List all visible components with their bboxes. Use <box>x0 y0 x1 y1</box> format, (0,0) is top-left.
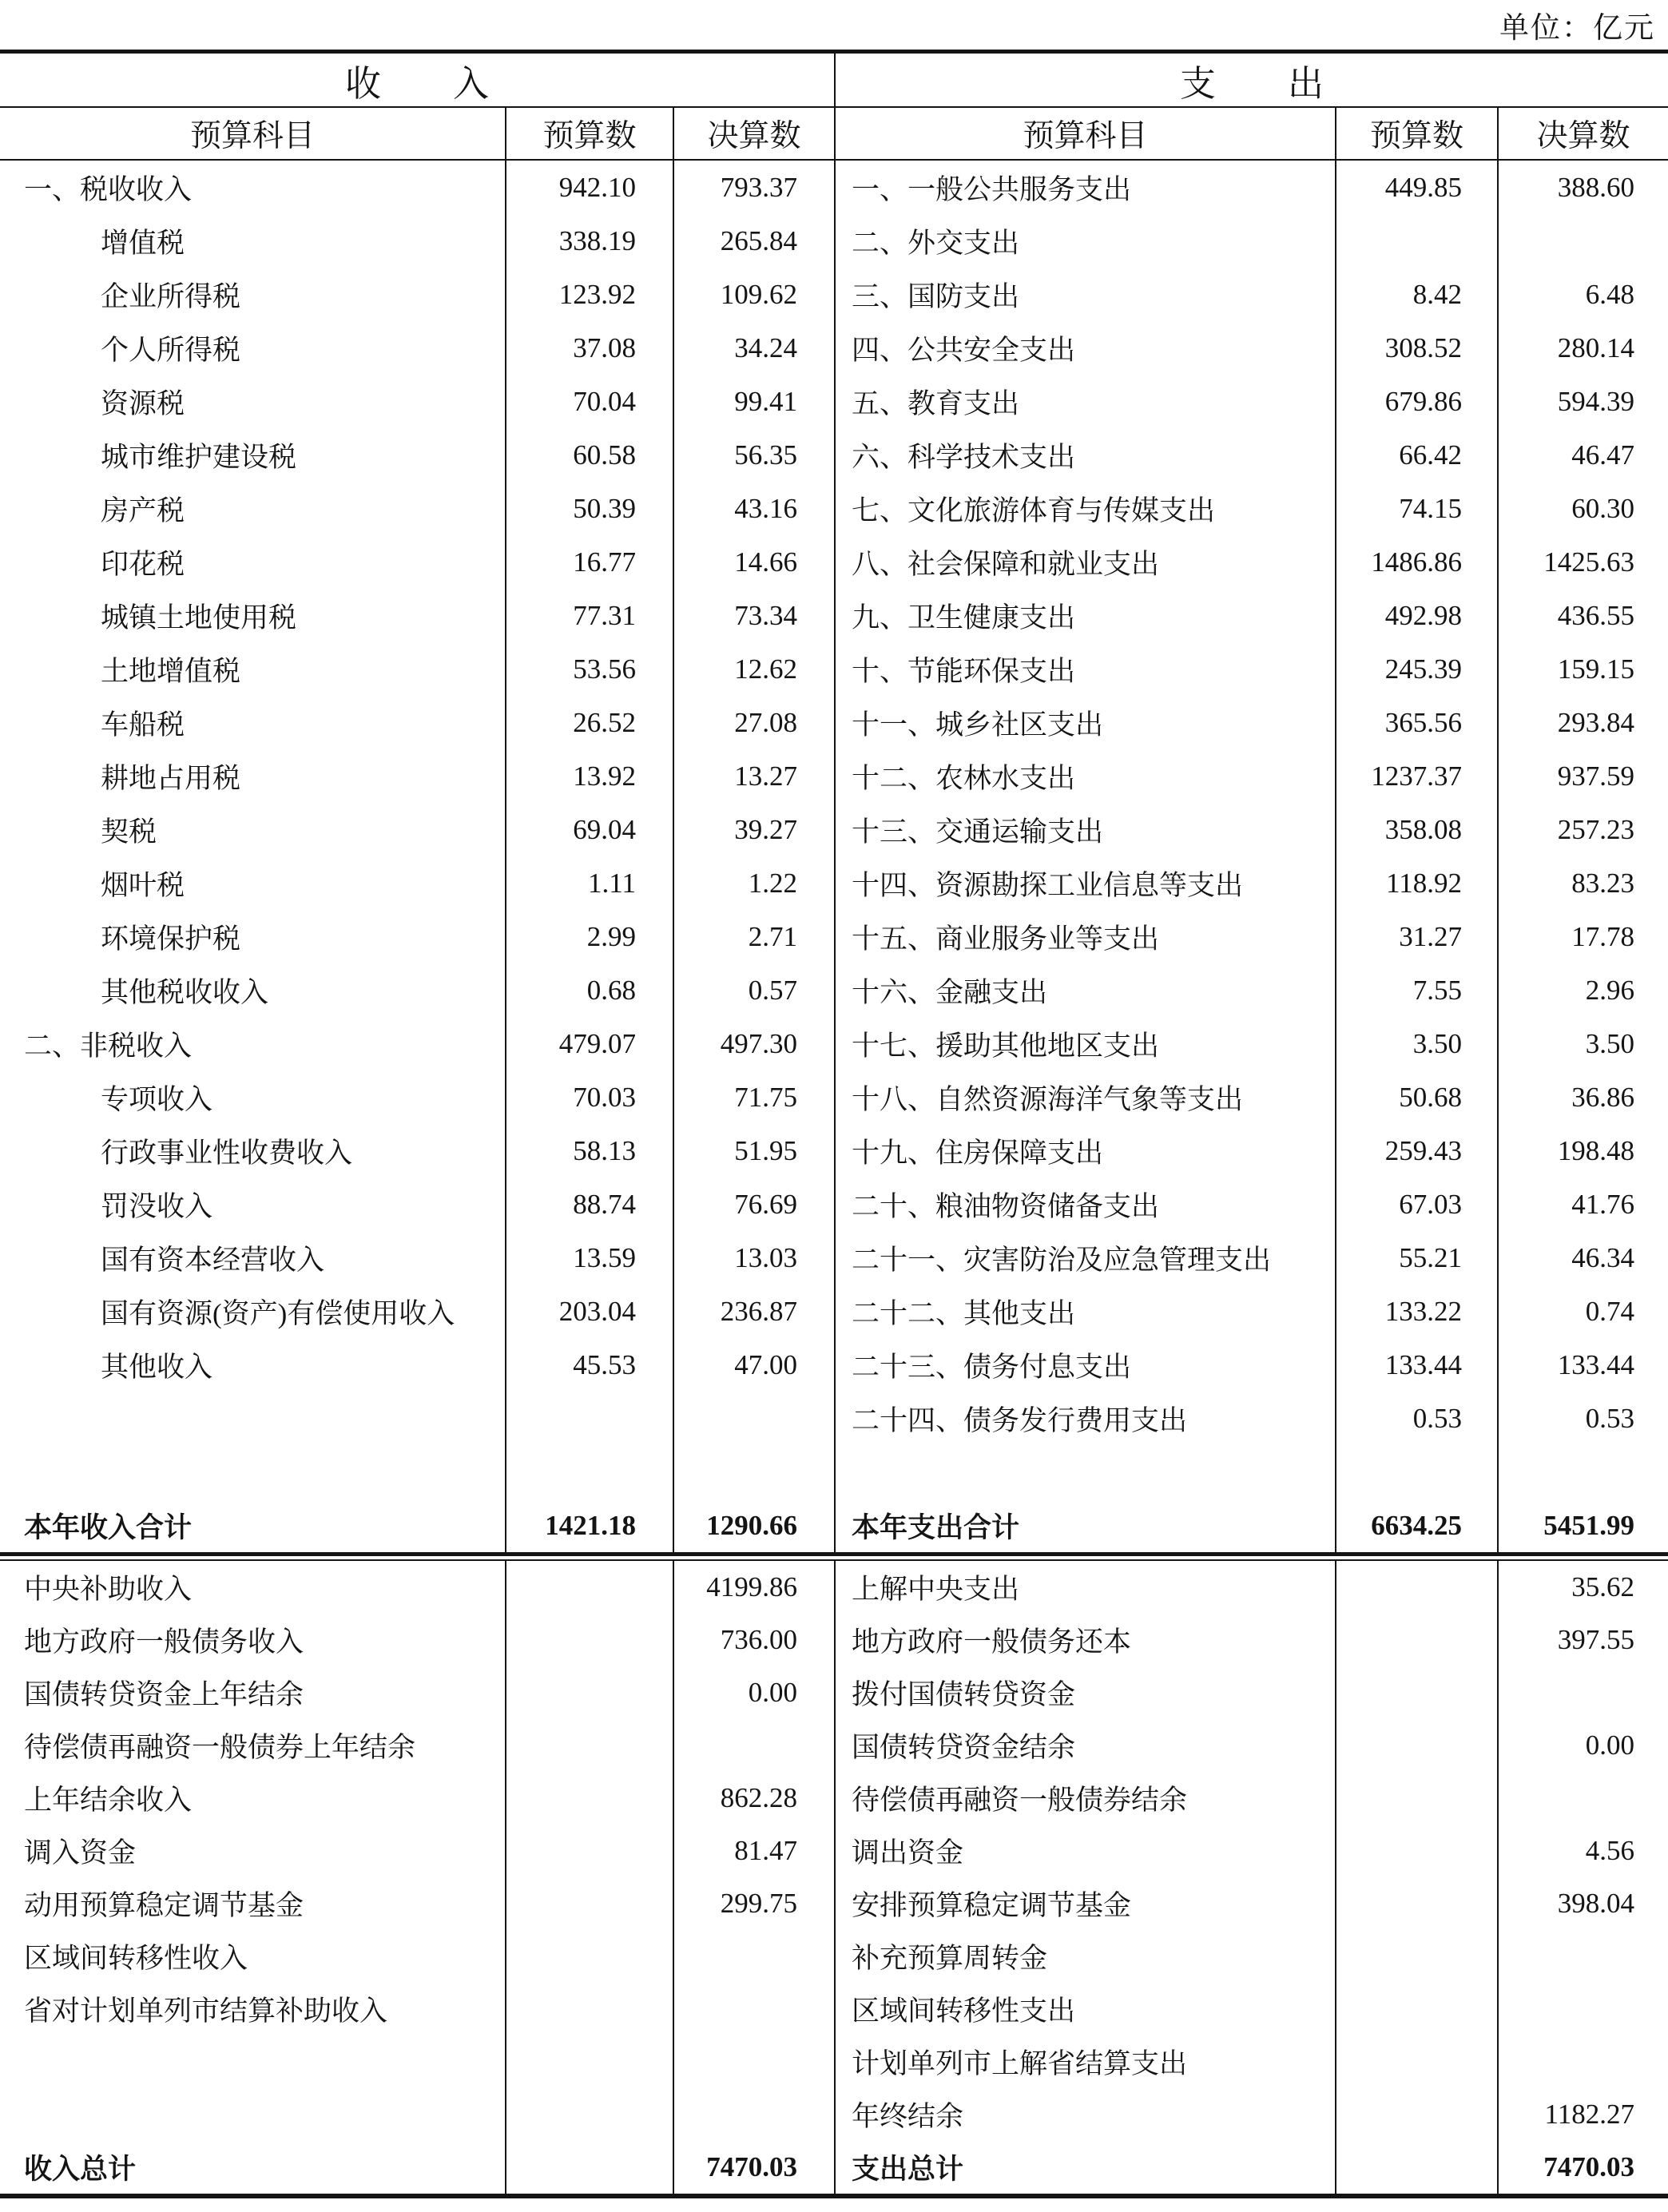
income-final-cell: 27.08 <box>673 696 834 749</box>
budget-column-header: 预算数 <box>505 108 673 159</box>
income-final-cell: 14.66 <box>673 535 834 589</box>
expense-item-cell: 十九、住房保障支出 <box>834 1124 1335 1177</box>
income-item-cell: 二、非税收入 <box>24 1030 193 1062</box>
budget-column-header: 预算数 <box>1335 108 1497 159</box>
expense-item-cell: 上解中央支出 <box>834 1561 1335 1614</box>
table-row-subtotal <box>0 1499 1668 1552</box>
expense-final-cell: 41.76 <box>1497 1177 1668 1231</box>
income-budget-cell <box>505 2035 673 2088</box>
table-row-carryover <box>0 1772 1668 1825</box>
expense-final-cell: 937.59 <box>1497 749 1668 803</box>
expense-item-cell: 一、一般公共服务支出 <box>834 161 1335 214</box>
expense-budget-cell: 133.22 <box>1335 1285 1497 1338</box>
income-item-cell: 契税 <box>101 816 157 848</box>
expense-final-cell: 293.84 <box>1497 696 1668 749</box>
table-row-carryover <box>0 1614 1668 1666</box>
income-budget-cell <box>505 1666 673 1719</box>
expense-budget-cell: 74.15 <box>1335 482 1497 535</box>
income-item-cell: 企业所得税 <box>101 280 241 312</box>
expense-budget-cell: 118.92 <box>1335 856 1497 910</box>
income-final-cell: 7470.03 <box>673 2141 834 2194</box>
expense-final-cell: 6.48 <box>1497 268 1668 321</box>
table-row-item <box>0 1285 1668 1338</box>
expense-final-cell: 60.30 <box>1497 482 1668 535</box>
table-row-carryover <box>0 1666 1668 1719</box>
income-final-cell: 13.03 <box>673 1231 834 1285</box>
income-budget-cell: 123.92 <box>505 268 673 321</box>
table-row-carryover <box>0 1983 1668 2035</box>
expense-final-cell: 1182.27 <box>1497 2088 1668 2141</box>
income-budget-cell: 45.53 <box>505 1338 673 1392</box>
income-final-cell: 76.69 <box>673 1177 834 1231</box>
income-budget-cell: 13.59 <box>505 1231 673 1285</box>
income-final-cell: 43.16 <box>673 482 834 535</box>
income-budget-cell: 60.58 <box>505 428 673 482</box>
table-row-carryover <box>0 1825 1668 1877</box>
expense-final-cell: 594.39 <box>1497 375 1668 428</box>
income-item-cell: 调入资金 <box>24 1837 137 1868</box>
expense-final-cell: 5451.99 <box>1497 1499 1668 1552</box>
expense-budget-cell: 1237.37 <box>1335 749 1497 803</box>
income-item-cell: 区域间转移性收入 <box>24 1943 248 1974</box>
table-row-carryover <box>0 2035 1668 2088</box>
income-item-cell: 烟叶税 <box>101 869 185 901</box>
expense-final-cell: 3.50 <box>1497 1017 1668 1070</box>
income-final-cell: 0.00 <box>673 1666 834 1719</box>
table-row-carryover <box>0 1930 1668 1983</box>
income-item-cell: 城镇土地使用税 <box>101 602 297 633</box>
income-item-cell <box>0 2088 505 2141</box>
income-budget-cell <box>505 1561 673 1614</box>
income-item-cell <box>0 2035 505 2088</box>
table-row-item <box>0 1177 1668 1231</box>
expense-final-cell: 257.23 <box>1497 803 1668 856</box>
table-row-item <box>0 589 1668 642</box>
expense-item-cell: 十五、商业服务业等支出 <box>834 910 1335 963</box>
income-final-cell <box>673 1445 834 1499</box>
expense-item-cell: 二十四、债务发行费用支出 <box>834 1392 1335 1445</box>
income-item-cell: 房产税 <box>101 494 185 526</box>
income-final-cell <box>673 1983 834 2035</box>
income-final-cell: 0.57 <box>673 963 834 1017</box>
expense-item-cell: 三、国防支出 <box>834 268 1335 321</box>
table-row-item <box>0 535 1668 589</box>
final-column-header: 决算数 <box>1497 108 1668 159</box>
income-budget-cell <box>505 1719 673 1772</box>
income-item-cell: 上年结余收入 <box>24 1785 193 1816</box>
expense-final-cell: 133.44 <box>1497 1338 1668 1392</box>
income-item-cell: 中央补助收入 <box>24 1574 193 1605</box>
table-row-carryover <box>0 2088 1668 2141</box>
income-budget-cell: 70.04 <box>505 375 673 428</box>
expense-final-cell: 159.15 <box>1497 642 1668 696</box>
expense-budget-cell: 365.56 <box>1335 696 1497 749</box>
expense-item-cell: 二十、粮油物资储备支出 <box>834 1177 1335 1231</box>
income-item-cell: 资源税 <box>101 387 185 419</box>
income-item-cell: 环境保护税 <box>101 923 241 955</box>
expense-item-cell: 十、节能环保支出 <box>834 642 1335 696</box>
expense-final-cell: 1425.63 <box>1497 535 1668 589</box>
table-row-item <box>0 1231 1668 1285</box>
income-budget-cell <box>505 1983 673 2035</box>
income-final-cell: 13.27 <box>673 749 834 803</box>
income-item-cell: 行政事业性收费收入 <box>101 1137 353 1169</box>
income-final-cell: 73.34 <box>673 589 834 642</box>
table-row-item <box>0 482 1668 535</box>
income-item-cell: 待偿债再融资一般债券上年结余 <box>24 1732 416 1763</box>
expense-item-cell: 调出资金 <box>834 1825 1335 1877</box>
table-row-item <box>0 803 1668 856</box>
income-budget-cell: 70.03 <box>505 1070 673 1124</box>
expense-item-cell: 十四、资源勘探工业信息等支出 <box>834 856 1335 910</box>
expense-item-cell: 五、教育支出 <box>834 375 1335 428</box>
expense-item-cell: 拨付国债转贷资金 <box>834 1666 1335 1719</box>
table-row-item <box>0 1392 1668 1445</box>
income-budget-cell <box>505 1772 673 1825</box>
table-row-item <box>0 375 1668 428</box>
table-row-item <box>0 1338 1668 1392</box>
table-row-item <box>0 963 1668 1017</box>
expense-final-cell: 46.47 <box>1497 428 1668 482</box>
expense-final-cell <box>1497 1666 1668 1719</box>
income-item-cell: 地方政府一般债务收入 <box>24 1626 304 1658</box>
expense-budget-cell: 259.43 <box>1335 1124 1497 1177</box>
expense-item-cell: 十六、金融支出 <box>834 963 1335 1017</box>
table-row-carryover <box>0 1877 1668 1930</box>
expense-item-cell: 十一、城乡社区支出 <box>834 696 1335 749</box>
expense-final-cell: 35.62 <box>1497 1561 1668 1614</box>
expense-budget-cell <box>1335 1719 1497 1772</box>
table-row-grand-total <box>0 2141 1668 2194</box>
expense-final-cell: 398.04 <box>1497 1877 1668 1930</box>
expense-final-cell: 7470.03 <box>1497 2141 1668 2194</box>
expense-item-cell: 待偿债再融资一般债券结余 <box>834 1772 1335 1825</box>
income-budget-cell <box>505 1930 673 1983</box>
income-item-cell: 省对计划单列市结算补助收入 <box>24 1996 388 2027</box>
income-budget-cell: 13.92 <box>505 749 673 803</box>
expense-budget-cell: 449.85 <box>1335 161 1497 214</box>
expense-final-cell <box>1497 1772 1668 1825</box>
expense-budget-cell <box>1335 1666 1497 1719</box>
expense-final-cell <box>1497 1445 1668 1499</box>
income-budget-cell <box>505 1877 673 1930</box>
income-item-cell: 收入总计 <box>24 2154 137 2185</box>
income-final-cell: 1.22 <box>673 856 834 910</box>
income-final-cell: 265.84 <box>673 214 834 268</box>
expense-budget-cell: 492.98 <box>1335 589 1497 642</box>
table-title-row <box>0 54 1668 108</box>
income-budget-cell: 50.39 <box>505 482 673 535</box>
income-budget-cell: 16.77 <box>505 535 673 589</box>
expense-budget-cell: 1486.86 <box>1335 535 1497 589</box>
expense-item-cell: 年终结余 <box>834 2088 1335 2141</box>
income-item-cell: 耕地占用税 <box>101 762 241 794</box>
expense-budget-cell: 358.08 <box>1335 803 1497 856</box>
income-budget-cell: 88.74 <box>505 1177 673 1231</box>
table-row-item <box>0 1070 1668 1124</box>
expense-budget-cell: 308.52 <box>1335 321 1497 375</box>
income-final-cell: 12.62 <box>673 642 834 696</box>
income-final-cell: 1290.66 <box>673 1499 834 1552</box>
income-budget-cell: 1.11 <box>505 856 673 910</box>
table-row-item <box>0 642 1668 696</box>
expense-final-cell: 46.34 <box>1497 1231 1668 1285</box>
income-item-cell: 车船税 <box>101 709 185 741</box>
column-header-row <box>0 108 1668 161</box>
expense-item-cell: 区域间转移性支出 <box>834 1983 1335 2035</box>
income-final-cell: 47.00 <box>673 1338 834 1392</box>
table-row-item <box>0 161 1668 214</box>
income-item-cell: 个人所得税 <box>101 334 241 366</box>
expense-final-cell <box>1497 214 1668 268</box>
expense-item-cell: 地方政府一般债务还本 <box>834 1614 1335 1666</box>
expense-final-cell: 4.56 <box>1497 1825 1668 1877</box>
income-final-cell: 497.30 <box>673 1017 834 1070</box>
carryover-section <box>0 1561 1668 2194</box>
income-final-cell <box>673 1392 834 1445</box>
expense-budget-cell <box>1335 1930 1497 1983</box>
expense-final-cell: 397.55 <box>1497 1614 1668 1666</box>
income-item-cell: 罚没收入 <box>101 1190 213 1222</box>
income-item-cell <box>0 1445 505 1499</box>
expense-budget-cell: 67.03 <box>1335 1177 1497 1231</box>
expense-final-cell <box>1497 1930 1668 1983</box>
income-budget-cell: 479.07 <box>505 1017 673 1070</box>
expense-budget-cell <box>1335 1877 1497 1930</box>
income-final-cell: 51.95 <box>673 1124 834 1177</box>
expense-final-cell: 436.55 <box>1497 589 1668 642</box>
income-budget-cell <box>505 1445 673 1499</box>
budget-table <box>0 50 1668 2198</box>
table-row-item <box>0 910 1668 963</box>
income-item-cell: 专项收入 <box>101 1083 213 1115</box>
expense-budget-cell: 66.42 <box>1335 428 1497 482</box>
table-row-item <box>0 1017 1668 1070</box>
expense-item-cell: 二、外交支出 <box>834 214 1335 268</box>
expense-budget-cell <box>1335 2141 1497 2194</box>
income-final-cell: 99.41 <box>673 375 834 428</box>
income-final-cell <box>673 1719 834 1772</box>
expenditure-title: 支 出 <box>834 54 1668 106</box>
expense-budget-cell: 8.42 <box>1335 268 1497 321</box>
income-budget-cell <box>505 2088 673 2141</box>
income-budget-cell: 37.08 <box>505 321 673 375</box>
income-item-cell: 一、税收收入 <box>24 173 193 205</box>
income-budget-cell: 69.04 <box>505 803 673 856</box>
expense-budget-cell: 7.55 <box>1335 963 1497 1017</box>
income-budget-cell: 0.68 <box>505 963 673 1017</box>
expense-item-cell <box>834 1445 1335 1499</box>
table-row-item <box>0 1445 1668 1499</box>
expense-item-cell: 支出总计 <box>834 2141 1335 2194</box>
expense-item-cell: 补充预算周转金 <box>834 1930 1335 1983</box>
income-item-cell: 本年收入合计 <box>24 1511 193 1543</box>
expense-final-cell: 17.78 <box>1497 910 1668 963</box>
income-item-cell: 国有资本经营收入 <box>101 1244 325 1276</box>
income-item-cell: 动用预算稳定调节基金 <box>24 1890 304 1921</box>
income-final-cell: 109.62 <box>673 268 834 321</box>
expense-final-cell: 198.48 <box>1497 1124 1668 1177</box>
expense-budget-cell <box>1335 1561 1497 1614</box>
income-final-cell <box>673 1930 834 1983</box>
expense-budget-cell: 6634.25 <box>1335 1499 1497 1552</box>
income-budget-cell: 53.56 <box>505 642 673 696</box>
income-final-cell <box>673 2035 834 2088</box>
income-final-cell: 299.75 <box>673 1877 834 1930</box>
expense-final-cell: 0.74 <box>1497 1285 1668 1338</box>
income-final-cell: 2.71 <box>673 910 834 963</box>
income-budget-cell: 26.52 <box>505 696 673 749</box>
expense-final-cell <box>1497 2035 1668 2088</box>
income-final-cell: 793.37 <box>673 161 834 214</box>
expense-final-cell: 0.00 <box>1497 1719 1668 1772</box>
expense-budget-cell: 31.27 <box>1335 910 1497 963</box>
income-budget-cell <box>505 1614 673 1666</box>
expense-final-cell: 280.14 <box>1497 321 1668 375</box>
income-item-cell: 印花税 <box>101 548 185 580</box>
table-row-item <box>0 214 1668 268</box>
income-final-cell: 4199.86 <box>673 1561 834 1614</box>
table-row-item <box>0 268 1668 321</box>
income-final-cell: 56.35 <box>673 428 834 482</box>
table-row-carryover <box>0 1561 1668 1614</box>
table-row-carryover <box>0 1719 1668 1772</box>
income-final-cell: 34.24 <box>673 321 834 375</box>
income-final-cell: 236.87 <box>673 1285 834 1338</box>
expense-budget-cell: 55.21 <box>1335 1231 1497 1285</box>
income-item-cell: 土地增值税 <box>101 655 241 687</box>
expense-budget-cell: 3.50 <box>1335 1017 1497 1070</box>
expense-item-cell: 十八、自然资源海洋气象等支出 <box>834 1070 1335 1124</box>
income-budget-cell: 77.31 <box>505 589 673 642</box>
income-item-cell: 国有资源(资产)有偿使用收入 <box>101 1297 455 1329</box>
income-item-cell: 城市维护建设税 <box>101 441 297 473</box>
income-item-cell: 国债转贷资金上年结余 <box>24 1679 304 1710</box>
income-final-cell: 81.47 <box>673 1825 834 1877</box>
expense-item-cell: 本年支出合计 <box>834 1499 1335 1552</box>
expense-final-cell <box>1497 1983 1668 2035</box>
item-column-header: 预算科目 <box>189 119 315 153</box>
expense-budget-cell <box>1335 2088 1497 2141</box>
income-title: 收 入 <box>344 63 489 104</box>
current-year-section <box>0 161 1668 1552</box>
expense-budget-cell <box>1335 214 1497 268</box>
table-row-item <box>0 696 1668 749</box>
table-row-item <box>0 1124 1668 1177</box>
expense-item-cell: 十二、农林水支出 <box>834 749 1335 803</box>
expense-item-cell: 十三、交通运输支出 <box>834 803 1335 856</box>
income-item-cell <box>0 1392 505 1445</box>
expense-item-cell: 二十一、灾害防治及应急管理支出 <box>834 1231 1335 1285</box>
expense-final-cell: 36.86 <box>1497 1070 1668 1124</box>
table-row-item <box>0 321 1668 375</box>
income-budget-cell: 58.13 <box>505 1124 673 1177</box>
income-budget-cell: 2.99 <box>505 910 673 963</box>
final-column-header: 决算数 <box>673 108 834 159</box>
expense-budget-cell <box>1335 2035 1497 2088</box>
table-row-item <box>0 856 1668 910</box>
expense-item-cell: 七、文化旅游体育与传媒支出 <box>834 482 1335 535</box>
expense-item-cell: 四、公共安全支出 <box>834 321 1335 375</box>
income-final-cell: 736.00 <box>673 1614 834 1666</box>
income-budget-cell: 1421.18 <box>505 1499 673 1552</box>
expense-final-cell: 83.23 <box>1497 856 1668 910</box>
income-budget-cell <box>505 1825 673 1877</box>
expense-budget-cell <box>1335 1772 1497 1825</box>
unit-label: 单位：亿元 <box>1499 12 1655 45</box>
expense-final-cell: 388.60 <box>1497 161 1668 214</box>
income-item-cell: 其他收入 <box>101 1351 213 1383</box>
income-budget-cell <box>505 1392 673 1445</box>
expense-budget-cell: 679.86 <box>1335 375 1497 428</box>
income-final-cell: 862.28 <box>673 1772 834 1825</box>
table-row-item <box>0 428 1668 482</box>
expense-final-cell: 2.96 <box>1497 963 1668 1017</box>
income-budget-cell: 942.10 <box>505 161 673 214</box>
expense-item-cell: 二十二、其他支出 <box>834 1285 1335 1338</box>
expense-item-cell: 计划单列市上解省结算支出 <box>834 2035 1335 2088</box>
income-final-cell: 39.27 <box>673 803 834 856</box>
expense-item-cell: 二十三、债务付息支出 <box>834 1338 1335 1392</box>
table-row-item <box>0 749 1668 803</box>
income-budget-cell: 338.19 <box>505 214 673 268</box>
income-final-cell <box>673 2088 834 2141</box>
income-item-cell: 增值税 <box>101 227 185 259</box>
expense-budget-cell <box>1335 1983 1497 2035</box>
section-divider-rule <box>0 1552 1668 1561</box>
expense-item-cell: 国债转贷资金结余 <box>834 1719 1335 1772</box>
expense-item-cell: 十七、援助其他地区支出 <box>834 1017 1335 1070</box>
expense-item-cell: 安排预算稳定调节基金 <box>834 1877 1335 1930</box>
expense-budget-cell <box>1335 1825 1497 1877</box>
expense-budget-cell: 245.39 <box>1335 642 1497 696</box>
expense-budget-cell: 50.68 <box>1335 1070 1497 1124</box>
income-budget-cell <box>505 2141 673 2194</box>
income-item-cell: 其他税收收入 <box>101 976 269 1008</box>
expense-final-cell: 0.53 <box>1497 1392 1668 1445</box>
expense-budget-cell: 133.44 <box>1335 1338 1497 1392</box>
expense-item-cell: 八、社会保障和就业支出 <box>834 535 1335 589</box>
expense-item-cell: 六、科学技术支出 <box>834 428 1335 482</box>
expense-budget-cell: 0.53 <box>1335 1392 1497 1445</box>
expense-budget-cell <box>1335 1614 1497 1666</box>
income-final-cell: 71.75 <box>673 1070 834 1124</box>
income-budget-cell: 203.04 <box>505 1285 673 1338</box>
expense-budget-cell <box>1335 1445 1497 1499</box>
expense-item-cell: 九、卫生健康支出 <box>834 589 1335 642</box>
item-column-header: 预算科目 <box>834 108 1335 159</box>
